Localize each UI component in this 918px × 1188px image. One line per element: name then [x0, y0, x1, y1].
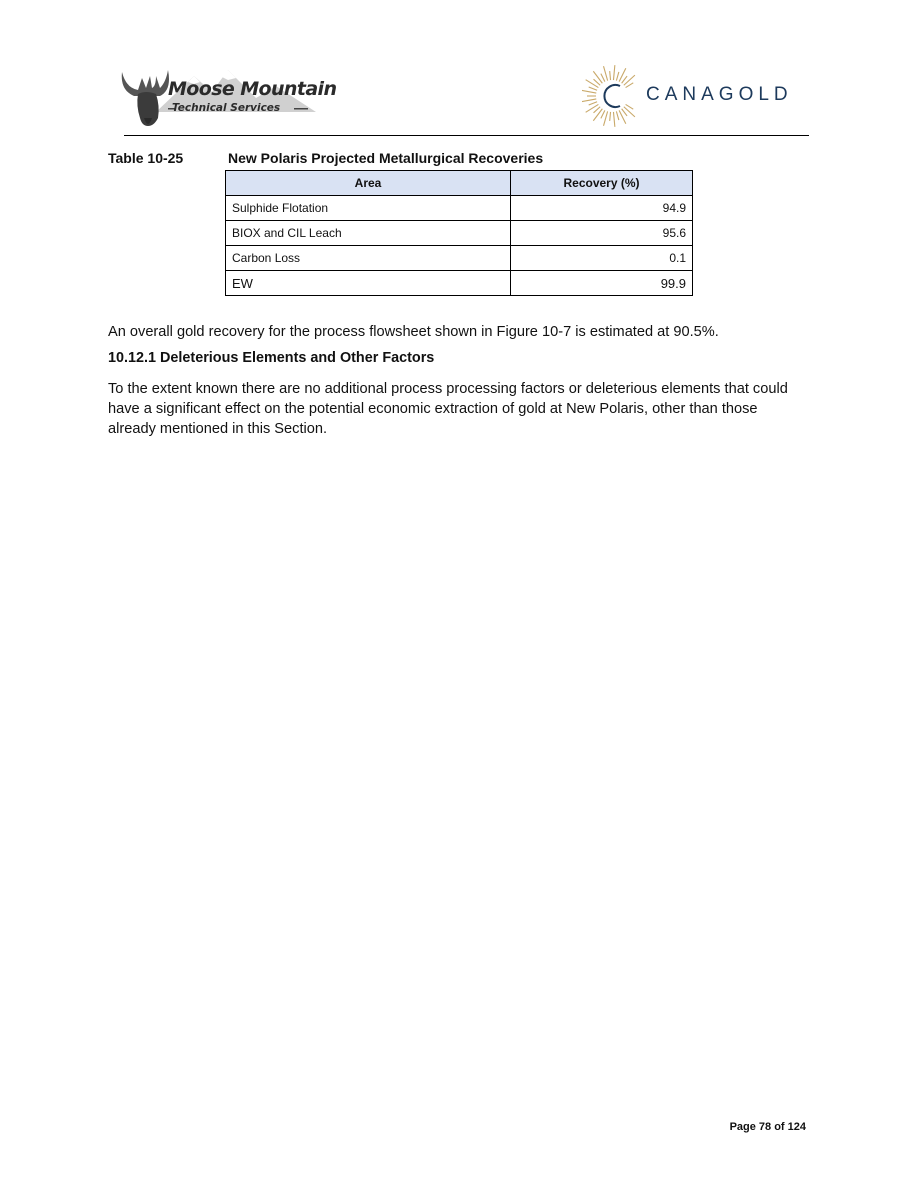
section-heading: 10.12.1 Deleterious Elements and Other Factors — [108, 350, 435, 366]
sunburst-ray — [613, 65, 614, 80]
deleterious-elements-paragraph: To the extent known there are no additional process processing factors or deleterious elements that could have a significant effect on the potential economic extraction of gold at New Polaris, other than those already mentioned in this Section. — [108, 381, 788, 437]
sunburst-ray — [604, 66, 608, 80]
sunburst-ray — [593, 71, 602, 83]
area-cell: Sulphide Flotation — [226, 196, 511, 221]
moose-mountain-title: Moose Mountain — [168, 78, 337, 100]
sunburst-ray — [601, 74, 605, 82]
canagold-wordmark: CANAGOLD — [646, 84, 793, 105]
sunburst-ray — [616, 72, 618, 81]
sunburst-ray — [582, 90, 596, 93]
area-cell: Carbon Loss — [226, 246, 511, 271]
sunburst-ray — [626, 104, 634, 109]
moose-mountain-subtitle: Technical Services — [172, 102, 281, 114]
sunburst-ray — [593, 109, 602, 121]
recovery-cell: 95.6 — [511, 221, 693, 246]
table-row — [226, 196, 693, 221]
table-header-row — [226, 171, 693, 196]
canagold-logo — [582, 62, 812, 130]
sunburst-ray — [624, 107, 635, 117]
sunburst-ray — [601, 110, 605, 118]
sunburst-ray — [586, 104, 599, 112]
sunburst-ray — [582, 99, 596, 102]
table-row — [226, 221, 693, 246]
recovery-cell: 0.1 — [511, 246, 693, 271]
area-cell: EW — [226, 271, 511, 296]
recovery-cell: 94.9 — [511, 196, 693, 221]
column-header-area: Area — [226, 171, 511, 196]
sunburst-ray — [589, 102, 597, 105]
recovery-cell: 99.9 — [511, 271, 693, 296]
sunburst-ray — [622, 76, 627, 83]
sunburst-ray — [613, 112, 614, 127]
moose-mountain-logo — [116, 62, 348, 132]
sunburst-ray — [622, 109, 627, 116]
sunburst-ray — [586, 80, 599, 88]
sunburst-ray — [610, 112, 611, 121]
sunburst-ray — [626, 83, 634, 88]
table-row — [226, 246, 693, 271]
sunburst-ray — [624, 75, 635, 85]
area-cell: BIOX and CIL Leach — [226, 221, 511, 246]
sunburst-ray — [610, 71, 611, 80]
sunburst-ray — [594, 79, 601, 85]
table-row — [226, 271, 693, 296]
sunburst-icon — [582, 62, 642, 130]
recoveries-table — [225, 170, 693, 296]
sunburst-ray — [604, 111, 608, 125]
column-header-recovery: Recovery (%) — [511, 171, 693, 196]
sunburst-ray — [594, 107, 601, 113]
table-title: New Polaris Projected Metallurgical Recoveries — [228, 150, 544, 166]
header-divider — [124, 135, 809, 136]
table-label: Table 10-25 — [108, 150, 184, 166]
sunburst-ray — [616, 111, 618, 120]
page-number: Page 78 of 124 — [729, 1121, 806, 1133]
recovery-summary-paragraph: An overall gold recovery for the process flowsheet shown in Figure 10-7 is estimated at 90.5%. — [108, 324, 719, 340]
sunburst-ray — [589, 87, 597, 90]
